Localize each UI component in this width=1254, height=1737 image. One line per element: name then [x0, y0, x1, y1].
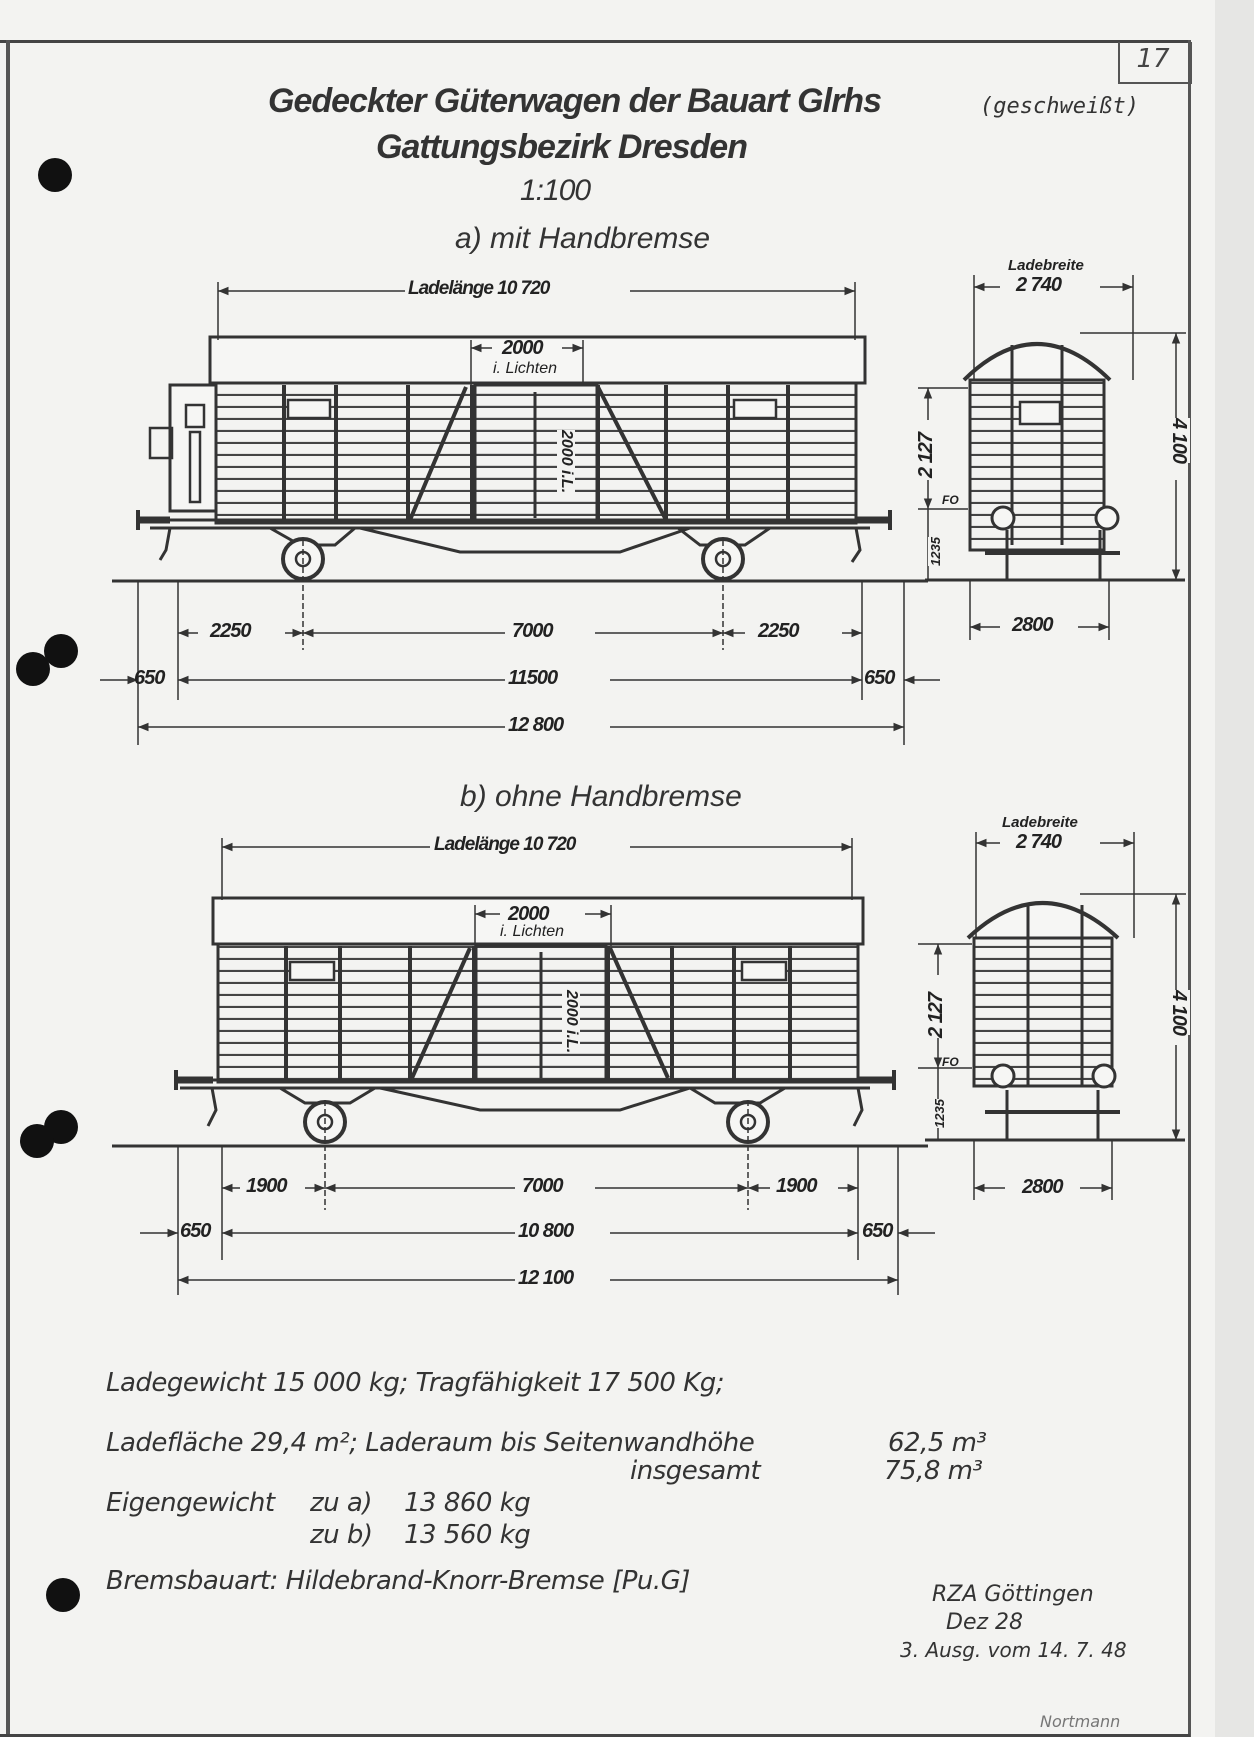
dim-overhang-right-a: 2250 [758, 620, 799, 642]
spec-tare-b-label: zu b) [310, 1520, 373, 1550]
dim-buffer-right-b: 650 [862, 1220, 893, 1242]
dim-headstocks-a: 11500 [508, 667, 558, 689]
dim-over-buffers-a: 12 800 [508, 714, 564, 736]
label-end-width-a: 2800 [1012, 614, 1053, 636]
spec-volume-sidewall: 62,5 m³ [888, 1428, 987, 1458]
label-floor-a: FO [942, 493, 959, 507]
spec-tare-a-label: zu a) [310, 1488, 372, 1518]
end-view-a [925, 344, 1185, 580]
stamp-edition: 3. Ausg. vom 14. 7. 48 [900, 1638, 1127, 1662]
document-subtitle: Gattungsbezirk Dresden [376, 128, 747, 166]
dim-overhang-right-b: 1900 [776, 1175, 817, 1197]
label-ladelaenge-a: Ladelänge 10 720 [408, 278, 550, 299]
label-door-width-b: 2000 [508, 903, 549, 925]
label-door-height-a: 2000 i.L. [558, 430, 575, 494]
label-door-height-b: 2000 i.L. [563, 990, 580, 1054]
label-side-height-b: 2 127 [925, 992, 947, 1038]
document-title: Gedeckter Güterwagen der Bauart Glrhs [268, 82, 881, 120]
spec-tare-b: 13 560 kg [404, 1520, 531, 1550]
label-floor-height-a: 1235 [928, 537, 943, 566]
label-door-width-a: 2000 [502, 337, 543, 359]
signature: Nortmann [1040, 1712, 1121, 1731]
dim-buffer-right-a: 650 [864, 667, 895, 689]
label-floor-b: FO [942, 1055, 959, 1069]
dim-buffer-left-a: 650 [134, 667, 165, 689]
dim-overhang-left-a: 2250 [210, 620, 251, 642]
label-total-height-b: 4 100 [1168, 990, 1190, 1036]
dim-over-buffers-b: 12 100 [518, 1267, 574, 1289]
end-view-b [925, 903, 1185, 1140]
label-floor-height-b: 1235 [932, 1099, 947, 1128]
dim-overhang-left-b: 1900 [246, 1175, 287, 1197]
spec-brake-type: Bremsbauart: Hildebrand-Knorr-Bremse [Pu.G] [106, 1566, 690, 1596]
dim-buffer-left-b: 650 [180, 1220, 211, 1242]
label-ladelaenge-b: Ladelänge 10 720 [434, 834, 576, 855]
label-side-height-a: 2 127 [915, 432, 937, 478]
spec-volume-total-label: insgesamt [630, 1456, 761, 1486]
label-ladebreite-title-a: Ladebreite [1008, 257, 1084, 274]
spec-weights: Ladegewicht 15 000 kg; Tragfähigkeit 17 500 Kg; [106, 1368, 725, 1398]
drawing-scale: 1:100 [520, 174, 591, 207]
label-total-height-a: 4 100 [1168, 418, 1190, 464]
stamp-office: RZA Göttingen [932, 1582, 1094, 1607]
dim-wheelbase-b: 7000 [522, 1175, 563, 1197]
spec-volume-total: 75,8 m³ [884, 1456, 983, 1486]
label-end-width-b: 2800 [1022, 1176, 1063, 1198]
label-ladebreite-title-b: Ladebreite [1002, 814, 1078, 831]
section-b-heading: b) ohne Handbremse [460, 780, 742, 813]
page-number: 17 [1136, 44, 1170, 74]
spec-load-area: Ladefläche 29,4 m²; Laderaum bis Seitenwandhöhe [106, 1428, 755, 1458]
stamp-department: Dez 28 [946, 1610, 1024, 1635]
label-ladebreite-a: 2 740 [1016, 274, 1062, 296]
label-ladebreite-b: 2 740 [1016, 831, 1062, 853]
label-door-width-note-a: i. Lichten [493, 360, 558, 377]
title-note: (geschweißt) [980, 94, 1139, 119]
dim-wheelbase-a: 7000 [512, 620, 553, 642]
section-a-heading: a) mit Handbremse [455, 222, 711, 255]
label-door-width-note-b: i. Lichten [500, 923, 565, 940]
spec-tare-label: Eigengewicht [106, 1488, 275, 1518]
spec-tare-a: 13 860 kg [404, 1488, 531, 1518]
dim-headstocks-b: 10 800 [518, 1220, 574, 1242]
